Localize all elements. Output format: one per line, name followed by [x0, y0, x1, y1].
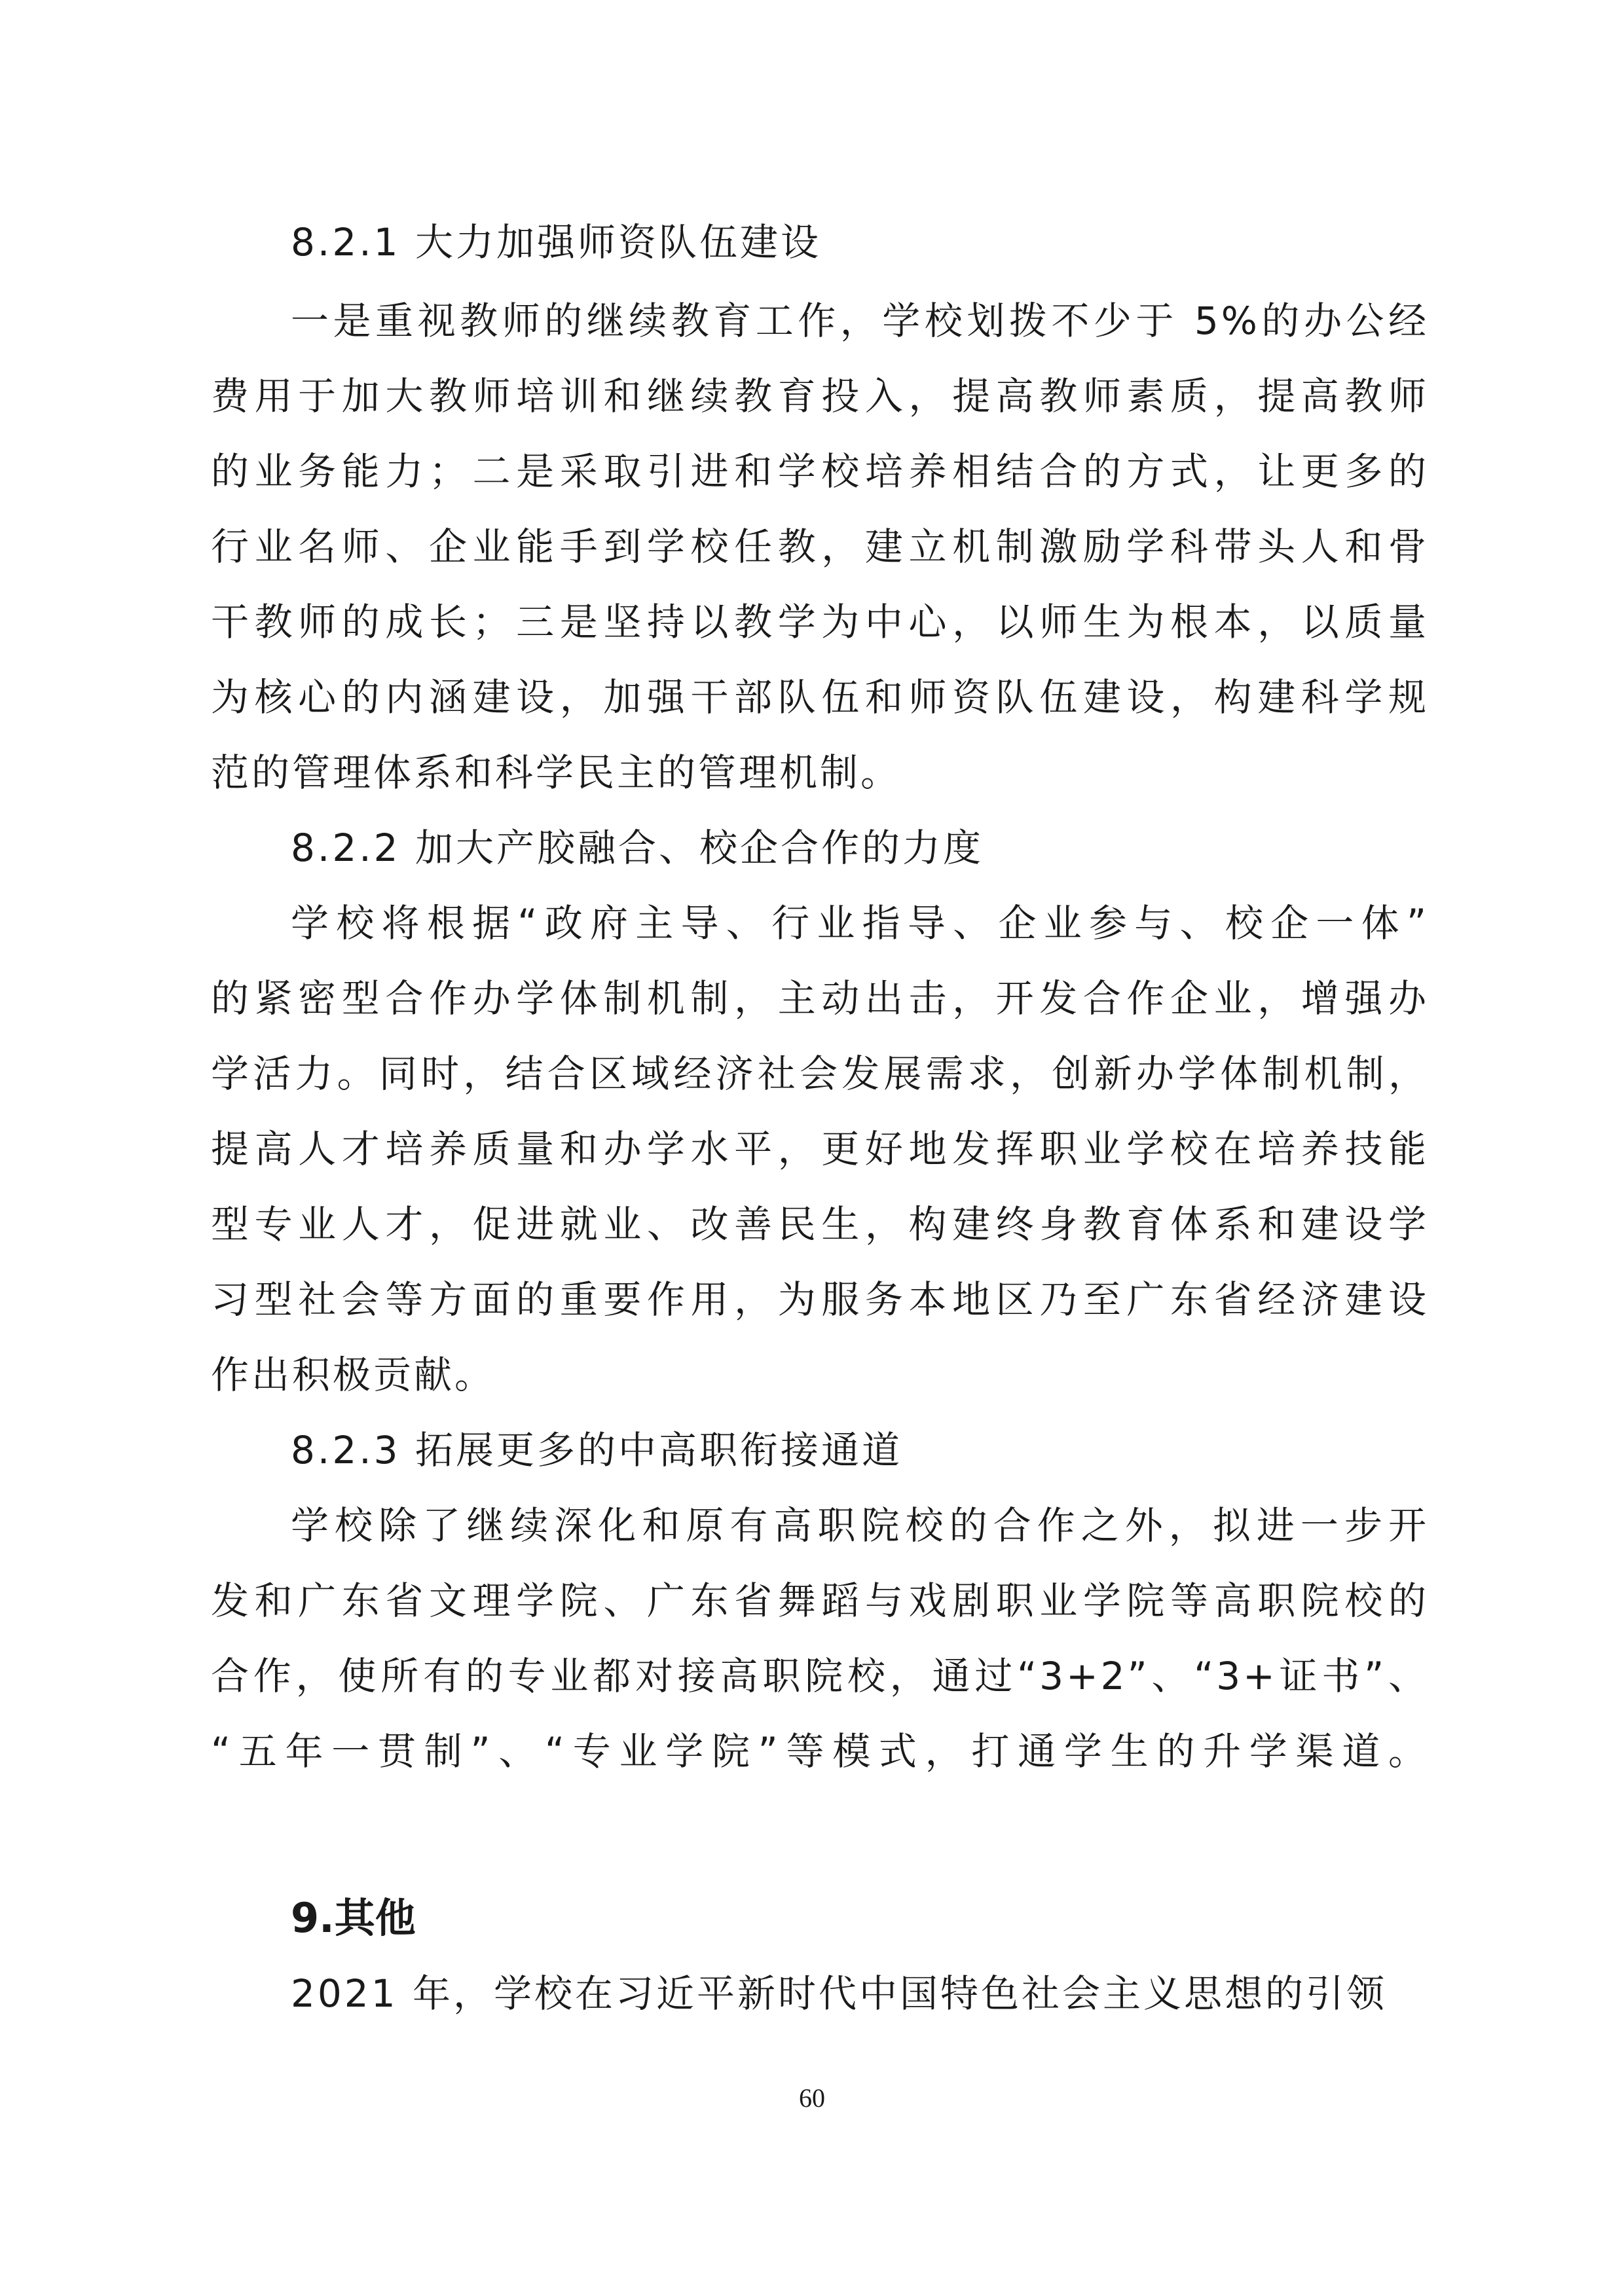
paragraph-line: 提高人才培养质量和办学水平，更好地发挥职业学校在培养技能 — [211, 1127, 1429, 1171]
paragraph-line: 费用于加大教师培训和继续教育投入，提高教师素质，提高教师 — [211, 374, 1429, 418]
section-heading-9: 9.其他 — [291, 1894, 416, 1942]
paragraph-line: 作出积极贡献。 — [211, 1353, 496, 1397]
section-heading-8-2-2: 8.2.2 加大产胶融合、校企合作的力度 — [291, 826, 984, 870]
paragraph-line: 习型社会等方面的重要作用，为服务本地区乃至广东省经济建设 — [211, 1277, 1429, 1322]
paragraph-line: “五年一贯制”、“专业学院”等模式，打通学生的升学渠道。 — [211, 1729, 1429, 1774]
paragraph-line: 2021 年，学校在习近平新时代中国特色社会主义思想的引领 — [291, 1971, 1388, 2016]
section-heading-8-2-3: 8.2.3 拓展更多的中高职衔接通道 — [291, 1428, 903, 1472]
paragraph-line: 发和广东省文理学院、广东省舞蹈与戏剧职业学院等高职院校的 — [211, 1578, 1429, 1623]
paragraph-line: 一是重视教师的继续教育工作，学校划拨不少于 5%的办公经 — [291, 299, 1429, 343]
section-heading-8-2-1: 8.2.1 大力加强师资队伍建设 — [291, 220, 822, 264]
paragraph-line: 学活力。同时，结合区域经济社会发展需求，创新办学体制机制， — [211, 1051, 1429, 1096]
paragraph-line: 学校除了继续深化和原有高职院校的合作之外，拟进一步开 — [291, 1503, 1429, 1548]
page-number: 60 — [799, 2083, 825, 2113]
paragraph-line: 干教师的成长；三是坚持以教学为中心，以师生为根本，以质量 — [211, 600, 1429, 644]
paragraph-line: 行业名师、企业能手到学校任教，建立机制激励学科带头人和骨 — [211, 524, 1429, 569]
paragraph-line: 的紧密型合作办学体制机制，主动出击，开发合作企业，增强办 — [211, 976, 1429, 1021]
paragraph-line: 型专业人才，促进就业、改善民生，构建终身教育体系和建设学 — [211, 1202, 1429, 1247]
paragraph-line: 为核心的内涵建设，加强干部队伍和师资队伍建设，构建科学规 — [211, 675, 1429, 720]
paragraph-line: 学校将根据“政府主导、行业指导、企业参与、校企一体” — [291, 901, 1429, 945]
paragraph-line: 合作，使所有的专业都对接高职院校，通过“3+2”、“3+证书”、 — [211, 1654, 1429, 1698]
paragraph-line: 的业务能力；二是采取引进和学校培养相结合的方式，让更多的 — [211, 449, 1429, 494]
paragraph-line: 范的管理体系和科学民主的管理机制。 — [211, 750, 902, 795]
